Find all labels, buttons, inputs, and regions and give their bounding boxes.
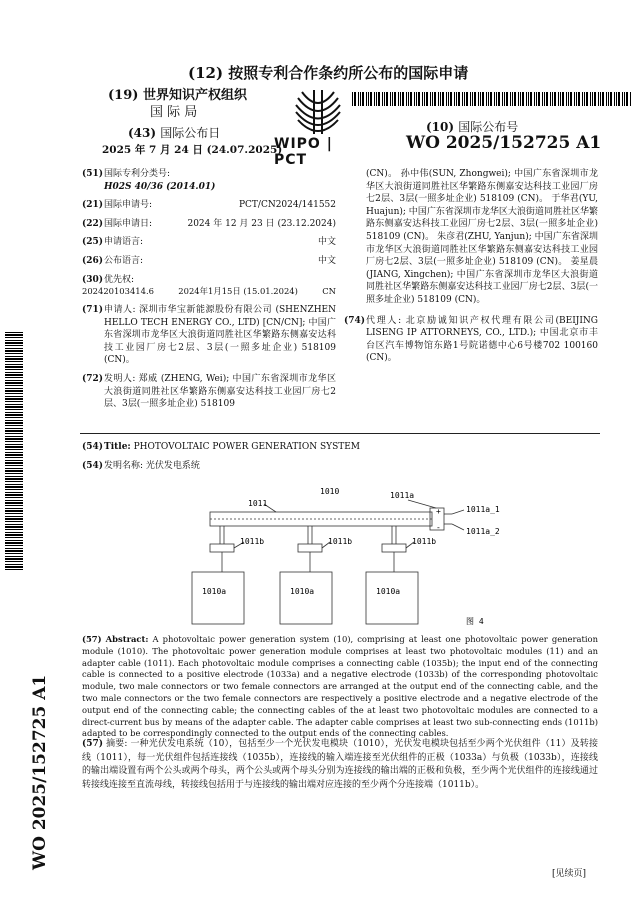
title-en-label: Title: — [104, 442, 131, 452]
field-71-text: 申请人: 深圳市华宝新能源股份有限公司 (SHENZHEN HELLO TECH ENERGY CO., LTD) [CN/CN]; 中国广东省深圳市龙华区大浪街道同胜社区华繁路东侧嘉安达科技工业园厂房七2层、3层(一照多址企业) 518109 (CN)。 — [104, 304, 336, 366]
label-1011b-2: 1011b — [328, 537, 353, 546]
label-1011b-1: 1011b — [240, 537, 265, 546]
field-30-label: 优先权: — [104, 274, 135, 285]
abstract-cn-num: (57) — [82, 739, 104, 749]
document-type-title: (12) 按照专利合作条约所公布的国际申请 — [188, 64, 469, 82]
field-72-num: (72) — [82, 373, 104, 384]
field-30 — [82, 274, 336, 287]
continued-note: [见续页] — [552, 869, 587, 879]
minus-sign: - — [436, 523, 441, 532]
field-26 — [82, 255, 336, 268]
field-21-num: (21) — [82, 200, 104, 211]
separator-line — [80, 433, 600, 434]
title-cn-value: 光伏发电系统 — [145, 461, 200, 471]
field-25-label: 申请语言: — [104, 237, 144, 248]
field-26-value: 中文 — [317, 255, 336, 266]
pubdate-heading — [128, 124, 220, 141]
priority-country: CN — [322, 286, 336, 297]
field-51 — [82, 168, 336, 181]
vertical-pubno: WO 2025/152725 A1 — [30, 674, 50, 870]
priority-row — [82, 286, 336, 298]
field-74-text: 代理人: 北京励诚知识产权代理有限公司(BEIJING LISENG IP ATTORNEYS, CO., LTD.); 中国北京市丰台区汽车博物馆东路1号院诺德中心6号楼702 100160 (CN)。 — [366, 315, 598, 364]
abstract-cn-text: 一种光伏发电系统（10），包括至少一个光伏发电模块（1010），光伏发电模块包括至少两个光伏组件（11）及转接线（1011），每一光伏组件包括连接线（1035b），连接线的输入端连接至光伏组件的正极（1033a）与负极（1033b），连接线的输出端设置有两个公头或两个母头，两个公头或两个母头分别为连接线的输出端的正极和负极，至少两个光伏组件的连接线通过转接线连接至直流母线，转接线包括用于与连接线的输出端对应连接的至少两个分连接端（1011b）。 — [82, 739, 598, 790]
label-1011a-1: 1011a_1 — [466, 505, 500, 514]
field-21-label: 国际申请号: — [104, 200, 153, 211]
field-51-value: H02S 40/36 (2014.01) — [104, 181, 216, 192]
org-name: 世界知识产权组织 — [142, 88, 247, 103]
field-74 — [344, 315, 598, 365]
side-barcode — [5, 330, 23, 570]
title-en-value: PHOTOVOLTAIC POWER GENERATION SYSTEM — [133, 442, 361, 452]
field-25-num: (25) — [82, 237, 104, 248]
title-chinese — [82, 460, 200, 473]
abstract-en-label: Abstract: — [105, 634, 149, 644]
field-21-value: PCT/CN2024/141552 — [238, 200, 336, 211]
field-71 — [82, 304, 336, 367]
pubno-num: (10) — [426, 120, 455, 134]
bibliographic-right-column — [344, 168, 598, 365]
figure-caption: 图 4 — [466, 617, 484, 626]
label-1011a: 1011a — [390, 491, 415, 500]
pubdate-num: (43) — [128, 126, 157, 140]
patent-figure — [180, 484, 500, 630]
label-1010a-1: 1010a — [202, 587, 227, 596]
field-22-value: 2024 年 12 月 23 日 (23.12.2024) — [187, 218, 336, 229]
abstract-en-num: (57) — [82, 634, 102, 644]
priority-app-number: 202420103414.6 — [82, 286, 154, 297]
field-30-num: (30) — [82, 274, 104, 285]
inventors-continued: (CN)。 孙中伟(SUN, Zhongwei); 中国广东省深圳市龙华区大浪街道同胜社区华繁路东侧嘉安达科技工业园厂房七2层、3层(一照多址企业) 518109 (CN)。 于华君(YU, Huajun); 中国广东省深圳市龙华区大浪街道同胜社区华繁路东侧嘉安达科技工业园厂房七2层、3层(一照多址企业) 518109 (CN)。 朱彦君(ZHU, Yanjun); 中国广东省深圳市龙华区大浪街道同胜社区华繁路东侧嘉安达科技工业园厂房七2层、3层(一照多址企业) 518109 (CN)。 姜星晨(JIANG, Xingchen); 中国广东省深圳市龙华区大浪街道同胜社区华繁路东侧嘉安达科技工业园厂房七2层、3层(一照多址企业) 518109 (CN)。 — [366, 169, 598, 305]
abstract-cn-label: 摘要: — [106, 739, 128, 749]
label-1010: 1010 — [320, 487, 340, 496]
org-num: (19) — [108, 88, 139, 103]
field-74-num: (74) — [344, 315, 366, 326]
field-72-text: 发明人: 郑威 (ZHENG, Wei); 中国广东省深圳市龙华区大浪街道同胜社区华繁路东侧嘉安达科技工业园厂房七2层、3层(一照多址企业) 518109 — [104, 373, 336, 410]
title-cn-num: (54) — [82, 461, 104, 471]
field-21 — [82, 199, 336, 212]
field-26-num: (26) — [82, 255, 104, 266]
pubno-value: WO 2025/152725 A1 — [406, 133, 602, 153]
field-25-value: 中文 — [317, 237, 336, 248]
field-22 — [82, 218, 336, 231]
field-51-label: 国际专利分类号: — [104, 169, 171, 179]
priority-date: 2024年1月15日 (15.01.2024) — [178, 286, 298, 297]
abstract-en-text: A photovoltaic power generation system (10), comprising at least one photovoltaic power generation module (1010). The photovoltaic power generation module comprises at least two photovoltaic modules (11) and an adapter cable (1011). Each photovoltaic module comprises a connecting cable (1035b); the input end of the connecting cable is connected to a positive electrode (1033a) and a negative electrode (1033b) of the corresponding photovoltaic module, two male connectors or two female connectors are arranged at the output end of the connecting cable, and the two male connectors or the two female connectors are respectively a positive electrode and a negative electrode of the output end of the connecting cable; the connecting cables of the at least two photovoltaic modules are connected to a direct-current bus by means of the adapter cable. The adapter cable comprises at least two sub-connecting ends (1011b) adapted to be correspondingly connected to the output ends of the connecting cables. — [82, 634, 598, 739]
wipo-logo-text: WIPO | PCT — [274, 136, 333, 168]
bibliographic-left-column — [82, 168, 336, 411]
title-en-num: (54) — [82, 442, 104, 452]
field-51-num: (51) — [82, 169, 104, 179]
abstract-chinese — [82, 738, 598, 792]
title-english — [82, 441, 360, 454]
title-cn-label: 发明名称: — [104, 461, 144, 471]
plus-sign: + — [436, 507, 441, 516]
label-1011a-2: 1011a_2 — [466, 527, 500, 536]
pv-system-drawing — [180, 484, 500, 630]
field-22-label: 国际申请日: — [104, 218, 153, 229]
field-25 — [82, 236, 336, 249]
abstract-english — [82, 634, 598, 740]
label-1010a-2: 1010a — [290, 587, 315, 596]
org-subtitle: 国 际 局 — [150, 105, 198, 120]
field-22-num: (22) — [82, 218, 104, 229]
field-72 — [82, 373, 336, 411]
field-26-label: 公布语言: — [104, 255, 144, 266]
barcode — [352, 92, 632, 106]
label-1010a-3: 1010a — [376, 587, 401, 596]
pubdate-value: 2025 年 7 月 24 日 (24.07.2025) — [102, 144, 283, 156]
field-71-num: (71) — [82, 304, 104, 315]
label-1011: 1011 — [248, 499, 268, 508]
pubno-label: 国际公布号 — [458, 120, 519, 134]
label-1011b-3: 1011b — [412, 537, 437, 546]
pubdate-label: 国际公布日 — [160, 126, 221, 140]
